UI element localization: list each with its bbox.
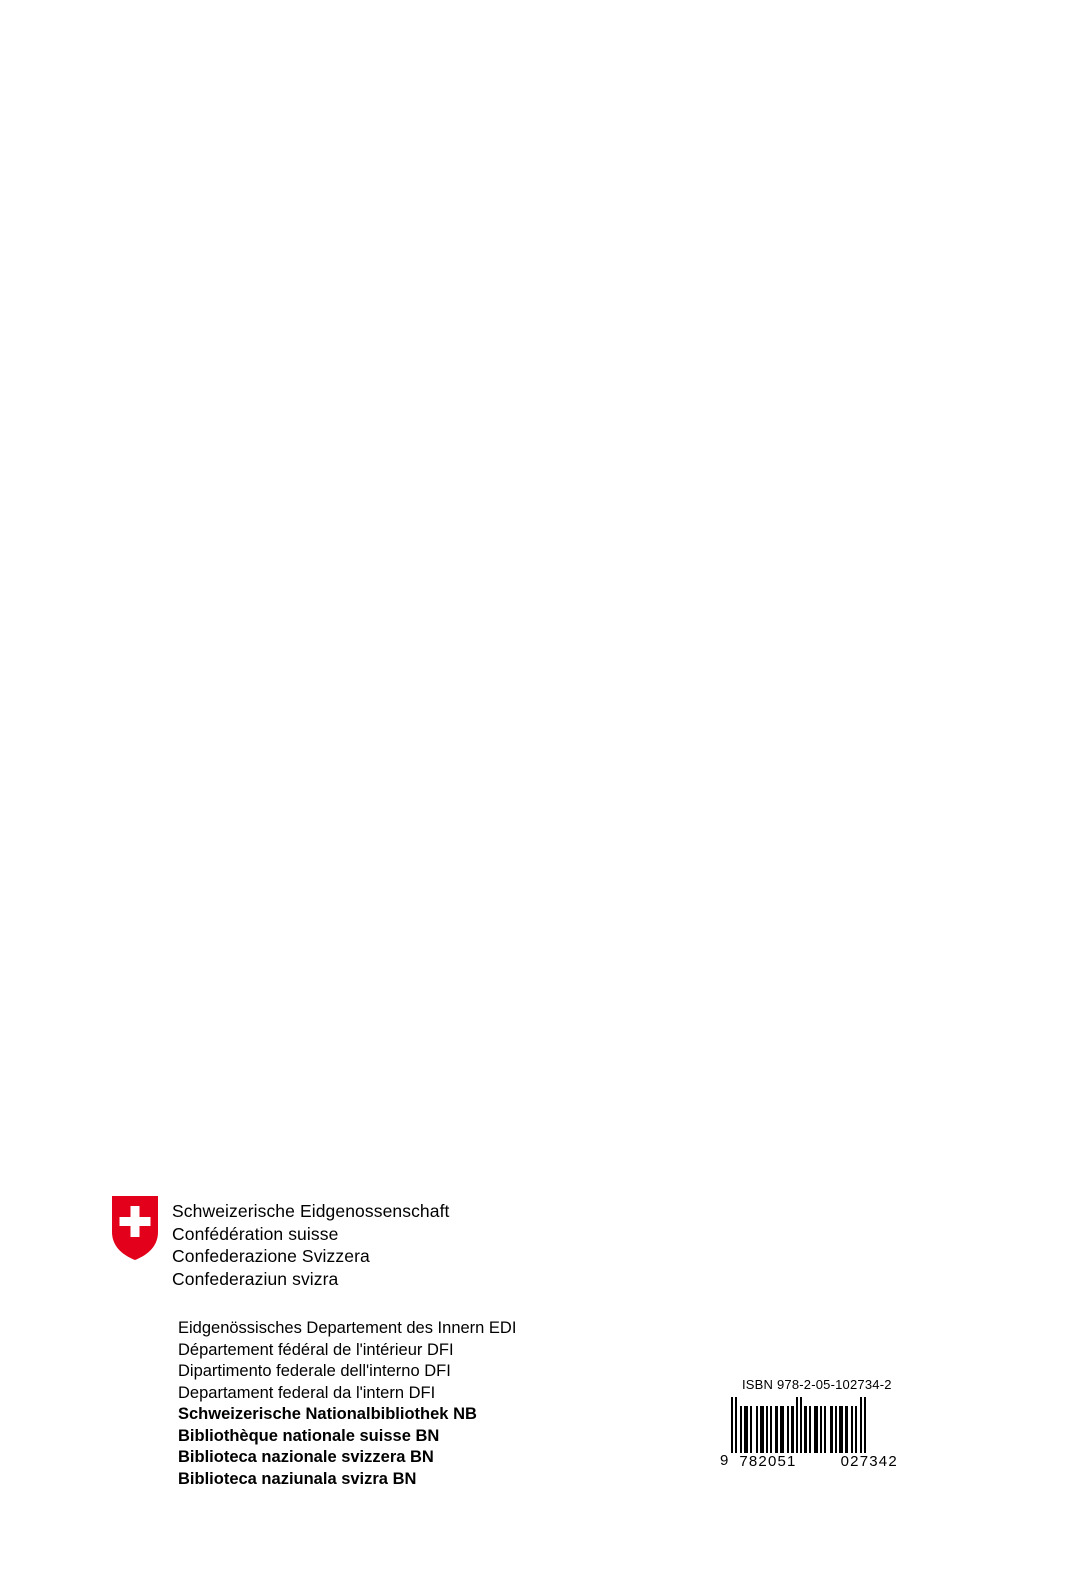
library-line-fr: Bibliothèque nationale suisse BN <box>178 1426 440 1445</box>
swiss-cross-flag-icon <box>112 1196 158 1260</box>
department-line-rm: Departament federal da l'intern DFI <box>178 1383 436 1402</box>
isbn-barcode-block <box>720 1377 910 1469</box>
barcode-group-2: 027342 <box>840 1453 898 1470</box>
department-line-fr: Département fédéral de l'intérieur DFI <box>178 1340 454 1359</box>
barcode-bars-icon <box>731 1397 893 1453</box>
isbn-text: ISBN 978-2-05-102734-2 <box>742 1377 892 1392</box>
library-line-rm: Biblioteca naziunala svizra BN <box>178 1469 417 1488</box>
confederation-name-it: Confederazione Svizzera <box>172 1246 370 1266</box>
confederation-names <box>172 1196 450 1290</box>
confederation-name-rm: Confederaziun svizra <box>172 1268 339 1289</box>
barcode-main <box>731 1397 898 1470</box>
barcode-digits <box>731 1453 898 1470</box>
confederation-name-fr: Confédération suisse <box>172 1223 339 1244</box>
barcode <box>720 1397 910 1469</box>
department-line-de: Eidgenössisches Departement des Innern EDI <box>178 1319 517 1337</box>
department-line-it: Dipartimento federale dell'interno DFI <box>178 1362 451 1380</box>
department-names <box>178 1318 516 1490</box>
library-line-de: Schweizerische Nationalbibliothek NB <box>178 1405 477 1423</box>
confederation-name-de: Schweizerische Eidgenossenschaft <box>172 1201 450 1221</box>
barcode-group-1: 782051 <box>739 1453 797 1470</box>
barcode-lead-digit: 9 <box>720 1452 729 1469</box>
swiss-confederation-logo <box>112 1196 450 1290</box>
library-line-it: Biblioteca nazionale svizzera BN <box>178 1448 434 1466</box>
